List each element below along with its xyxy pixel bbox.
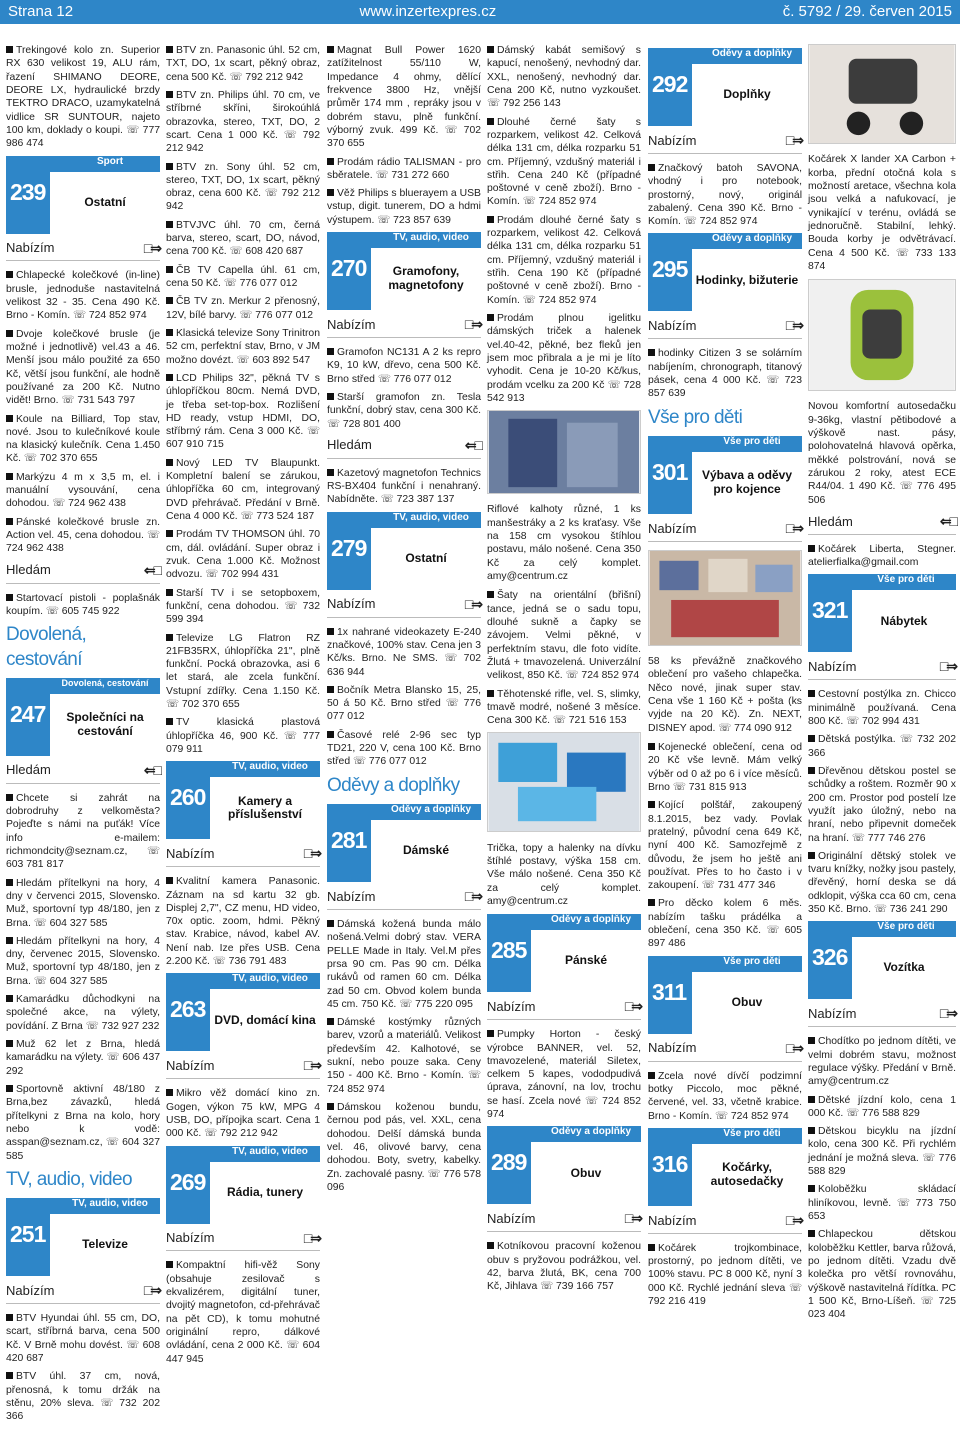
list-item: Chcete si zahrát na dobrodruhy z velkoměsta? Pojeďte s námi na puťák! Více info e-mailem: richmondcity@seznam.cz, ☏ 603 781 817 [6, 792, 160, 871]
list-item: Markýzu 4 m x 3,5 m, el. i manuální vysouvání, cena dohodou. ☏ 724 962 438 [6, 471, 160, 510]
list-item: Těhotenské rifle, vel. S, slimky, tmavě modré, nošené 3 měsíce. Cena 300 Kč. ☏ 721 516 153 [487, 688, 641, 727]
column-4 [487, 44, 641, 1299]
arrow-left-icon: ⇐□ [939, 512, 956, 529]
list-item: BTV zn. Philips úhl. 70 cm, ve stříbrné skříni, širokoúhlá obrazovka, stereo, TXT, DO, 2 scart. Cena 1 000 Kč. ☏ 792 212 942 [166, 89, 320, 155]
rubric-247: Dovolená, cestování 247 Společníci na cestování [6, 678, 160, 756]
list-item: Značkový batoh SAVONA, vhodný i pro notebook, prostorný, nový, originál zabalený. Cena 390 Kč. Brno - Komín. ☏ 724 852 974 [648, 162, 802, 228]
arrow-left-icon: ⇐□ [143, 561, 160, 578]
arrow-right-icon: □⇒ [939, 658, 956, 675]
list-item: BTV zn. Sony úhl. 52 cm, stereo, TXT, DO, 1x scart, pěkný obraz, cena 600 Kč. ☏ 792 212 942 [166, 161, 320, 213]
list-item: Dámské kostýmky různých barev, vzorů a materiálů. Velikost především 42. Kalhotové, se sukní, nebo pouze saka. Ceny 150 - 400 Kč. Brno - Komín. ☏ 724 852 974 [327, 1017, 481, 1095]
offer-header: Nabízím □⇒ [648, 1212, 802, 1234]
arrow-right-icon: □⇒ [464, 316, 481, 333]
offer-header: Nabízím □⇒ [808, 1005, 956, 1027]
list-item: Kazetový magnetofon Technics RS-BX404 funkční i nenahraný. Nabídněte. ☏ 723 387 137 [327, 467, 481, 506]
offer-header: Nabízím □⇒ [327, 888, 481, 910]
arrow-right-icon: □⇒ [785, 132, 802, 148]
arrow-right-icon: □⇒ [303, 845, 320, 862]
list-item: Mikro věž domácí kino zn. Gogen, výkon 75 kW, MPG 4 USB, DO, přípojka scart. Cena 1 000 Kč. ☏ 792 212 942 [166, 1088, 320, 1140]
site-url[interactable]: www.inzertexpres.cz [359, 3, 497, 21]
list-item: Muž 62 let z Brna, hledá kamarádku na výlety. ☏ 606 437 292 [6, 1039, 160, 1077]
offer-header: Nabízím □⇒ [327, 596, 481, 618]
rubric-263: TV, audio, video 263 DVD, domácí kina [166, 973, 320, 1051]
rubric-260: TV, audio, video 260 Kamery a příslušenství [166, 761, 320, 839]
section-title: Oděvy a doplňky [327, 774, 460, 796]
list-item: Dětské jízdní kolo, cena 1 000 Kč. ☏ 776 588 829 [808, 1094, 956, 1119]
wanted-header: Hledám ⇐□ [327, 437, 481, 459]
wanted-header: Hledám ⇐□ [6, 762, 160, 784]
list-item: BTVJVC úhl. 70 cm, černá barva, stereo, scart, DO, návod, cena 700 Kč. ☏ 608 420 687 [166, 219, 320, 258]
arrow-right-icon: □⇒ [624, 998, 641, 1015]
list-item: Dámskou koženou bundu, černou pod pás, vel. XXL, cena dohodou. Delší dámská bunda vel. 46, olivové barvy, cena dohodou. Boty, svetry, kabelky. Zn. zachovalé pasny. ☏ 776 578 096 [327, 1102, 481, 1193]
list-item: Prodám rádio TALISMAN - pro sběratele. ☏ 731 272 660 [327, 156, 481, 181]
list-item: Magnat Bull Power 1620 zatížitelnost 55/110 W, Impedance 4 ohmy, dělící frekvence 3800 Hz, vnější průměr 174 mm , repráky jsou v dobrém stavu, plně funkční. výborný zvuk. 499 Kč. ☏ 702 370 655 [327, 45, 481, 150]
list-item: Dřevěnou dětskou postel se schůdky a roštem. Rozměr 90 x 200 cm. Prostor pod postelí lze využít jako úložný, nebo na hraní, nebo připevnit domeček na hraní. ☏ 777 746 276 [808, 765, 956, 844]
list-item: Kotníkovou pracovní koženou obuv s pryžovou podrážkou, vel. 42, barva žlutá, BK, cena 700 Kč, Jihlava ☏ 739 166 757 [487, 1241, 641, 1293]
list-item: Chodítko po jednom dítěti, ve velmi dobrém stavu, možnost regulace výšky. Předání v Brně. amy@centrum.cz [808, 1036, 956, 1088]
list-item: Chlapeckou dětskou koloběžku Kettler, barva růžová, po jednom dítěti. Vzadu dvě kolečka pro větší rovnováhu, výškově nastavitelná řídítka. PC 1 500 Kč, Brno-Líšeň. ☏ 725 023 404 [808, 1229, 956, 1321]
list-item: BTV úhl. 37 cm, nová, přenosná, k tomu držák na stěnu, 20% sleva. ☏ 732 202 366 [6, 1371, 160, 1423]
offer-header: Nabízím □⇒ [648, 1040, 802, 1062]
column-2 [166, 44, 320, 1371]
list-item: Pumpky Horton - český výrobce BANNER, vel. 52, tmavozelené, materiál Siletex, celkem 5 kapes, vododpudivá úprava, zánovní, na lov, trochu se hasí. Zcela nové ☏ 724 852 974 [487, 1029, 641, 1121]
rubric-279: TV, audio, video 279 Ostatní [327, 512, 481, 590]
list-item: Dětská postýlka. ☏ 732 202 366 [808, 734, 956, 759]
photo-car-seat [808, 279, 956, 391]
list-item: Sportovně aktivní 48/180 z Brna,bez závazků, hledá přítelkyni z Brna na kolo, hory nebo k vodě: asspan@seznam.cz, ☏ 604 327 585 [6, 1083, 160, 1162]
arrow-right-icon: □⇒ [464, 888, 481, 905]
arrow-right-icon: □⇒ [143, 1282, 160, 1299]
list-item: Kojenecké oblečení, cena od 20 Kč vše levně. Mám velký výběr od 0 až po 6 i více měsíců. Brno ☏ 731 815 913 [648, 742, 802, 793]
list-item: Kvalitní kamera Panasonic. Záznam na sd kartu 32 gb. Displej 2,7", CZ menu, HD video, 70x optic. zoom, hdmi. Pěkný stav. Krabice, návod, kabel AV. Není nab. Ize přes USB. Cena 2.200 Kč. ☏ 736 791 483 [166, 876, 320, 968]
arrow-right-icon: □⇒ [785, 519, 802, 536]
list-item: Kompaktní hifi-věž Sony (obsahuje zesilovač s ekvalizérem, digitální tuner, dvojitý magnetofon, cd-přehrávač na pět CD), k tomu mohutné originální repro, dálkové ovládání, cena 2 000 Kč. ☏ 604 447 945 [166, 1260, 320, 1365]
offer-header: Nabízím □⇒ [648, 132, 802, 154]
rubric-285: Oděvy a doplňky 285 Pánské [487, 914, 641, 992]
list-item: BTV zn. Panasonic úhl. 52 cm, TXT, DO, 1x scart, pěkný obraz, cena 500 Kč. ☏ 792 212 942 [166, 45, 320, 83]
issue-info: č. 5792 / 29. červen 2015 [782, 3, 952, 21]
arrow-left-icon: ⇐□ [464, 436, 481, 453]
list-item: Originální dětský stolek ve tvaru knížky, nožky jsou pastely, dřevěný, horní deska se dá odklopit, výška cca 60 cm, cena 350 Kč. Brno. ☏ 736 241 290 [808, 850, 956, 916]
list-item: Dlouhé černé šaty s rozparkem, velikost 42. Celková délka 131 cm, délka rozparku 51 cm. Příjemný, vzdušný materiál i střih. Cena 240 Kč (případné poštovné v ceně zboží). Brno - Komín. ☏ 724 852 974 [487, 116, 641, 208]
rubric-311: Vše pro děti 311 Obuv [648, 956, 802, 1034]
column-1 [6, 44, 160, 1429]
photo-jeans [487, 410, 641, 494]
list-item: Zcela nové dívčí podzimní botky Piccolo, moc pěkné, červené, vel. 33, včetně krabice. Brno - Komín. ☏ 724 852 974 [648, 1070, 802, 1122]
offer-header: Nabízím □⇒ [166, 1057, 320, 1079]
list-item: TV klasická plastová úhlopříčka 46, 900 Kč. ☏ 777 079 911 [166, 717, 320, 755]
rubric-269: TV, audio, video 269 Rádia, tunery [166, 1146, 320, 1224]
arrow-right-icon: □⇒ [303, 1229, 320, 1246]
column-3 [327, 44, 481, 1199]
photo-caption: 58 ks převážně značkového oblečení pro vašeho chlapečka. Něco nové, jinak super stav. Cena vše 1 160 Kč + pošta (ks vyjde na 20 Kč). Zn. NEXT, DISNEY apod. ☏ 774 090 912 [648, 656, 802, 734]
rubric-321: Vše pro děti 321 Nábytek [808, 574, 956, 652]
list-item: Dámský kabát semišový s kapucí, nenošený, nevhodný dar. XXL, nenošený, nevhodný dar. Cena 200 Kč, nutno vyzkoušet. ☏ 792 256 143 [487, 45, 641, 110]
arrow-right-icon: □⇒ [785, 1039, 802, 1056]
list-item: Televize LG Flatron RZ 21FB35RX, úhlopříčka 21", plně funkční. Pocká obrazovka, asi 6 let stará, ale zcela funkční. Vstupní zdířky. Cena 1.150 Kč. ☏ 702 370 655 [166, 632, 320, 711]
offer-header: Nabízím □⇒ [6, 1282, 160, 1304]
column-6 [808, 44, 956, 1327]
offer-header: Nabízím □⇒ [648, 317, 802, 339]
rubric-239: Sport 239 Ostatní [6, 156, 160, 234]
list-item: Hledám přítelkyni na hory, 4 dny, červenec 2015, Slovensko. Muž, sportovní typ 48/180, jen z Brna. ☏ 604 327 585 [6, 935, 160, 987]
photo-tshirts [487, 732, 641, 832]
list-item: Koule na Billiard, Top stav, nové. Jsou to kulečníkové koule na klasický kulečník. Cena 1.450 Kč. ☏ 702 370 655 [6, 413, 160, 465]
photo-caption: Kočárek X lander XA Carbon + korba, přední otočná kola s možností aretace, všechna kola jsou velká a nafukovací, je vynikající v terénu, ovládá se jednoručně. Stabilní, lehký. Bouda korby je odvětrávací. Cena 4 500 Kč. ☏ 733 133 874 [808, 154, 956, 272]
list-item: Klasická televize Sony Trinitron 52 cm, perfektní stav, Brno, v JM možno dovézt. ☏ 603 892 547 [166, 327, 320, 366]
section-title: Dovolená, cestování [6, 624, 87, 670]
photo-caption: Novou komfortní autosedačku 9-36kg, vlastní pětibodové a výškově nast. pásy, polohovatelná hlavová opěrka, měkké polstrování, nová se zárukou 2 roky, atest ECE R44/04. 1 490 Kč. ☏ 776 495 506 [808, 401, 956, 506]
list-item: Cestovní postýlka zn. Chicco minimálně používaná. Cena 800 Kč. ☏ 702 994 431 [808, 689, 956, 727]
list-item: 1x nahrané videokazety E-240 značkové, 100% stav. Cena jen 3 Kč/ks. Brno. Ne SMS. ☏ 702 636 944 [327, 626, 481, 678]
arrow-right-icon: □⇒ [303, 1057, 320, 1074]
list-item: Pánské kolečkové brusle zn. Action vel. 45, cena dohodou. ☏ 724 962 438 [6, 516, 160, 555]
list-item: Koloběžku skládací hliníkovou, levně. ☏ 773 750 653 [808, 1184, 956, 1223]
list-item: Starší TV i se setopboxem, funkční, cena dohodou. ☏ 732 599 394 [166, 587, 320, 626]
list-item: Prodám plnou igelitku dámských triček a halenek vel.40-42, pěkné, bez fleků jen jsem moc přibrala a je mi je líto vyhodit. Cena je 10-20 Kč/kus, prodám vcelku za 200 Kč ☏ 728 542 913 [487, 312, 641, 404]
rubric-292: Oděvy a doplňky 292 Doplňky [648, 48, 802, 126]
photo-caption: Trička, topy a halenky na dívku štíhlé postavy, výška 158 cm. Vše málo nošené. Cena 350 Kč za celý komplet. amy@centrum.cz [487, 842, 641, 907]
arrow-right-icon: □⇒ [785, 1211, 802, 1228]
rubric-281: Oděvy a doplňky 281 Dámské [327, 804, 481, 882]
list-item: Hledám přítelkyni na hory, 4 dny v červenci 2015, Slovensko. Muž, sportovní typ 48/180, jen z Brna. ☏ 604 327 585 [6, 877, 160, 929]
rubric-289: Oděvy a doplňky 289 Obuv [487, 1126, 641, 1204]
list-item: Šaty na orientální (břišní) tance, jedná se o sadu topu, dlouhé sukně a čapky se závojem. Velmi pěkné, v perfektním stavu, dle foto vidíte. Žlutá + tmavozelená. Univerzální velikost, 850 Kč. ☏ 724 852 974 [487, 590, 641, 682]
list-item: Dvoje kolečkové brusle (je možné i jednotlivě) vel.43 a 46. Menší jsou málo použité za 650 Kč, větší jsou funkční, ale hodně používané za 200 Kč. Nutno vidět! Brno. ☏ 731 543 797 [6, 328, 160, 407]
list-item: Věž Philips s bluerayem a USB vstup, digit. tunerem, DO a hdmi výstupem. ☏ 723 857 639 [327, 188, 481, 226]
list-item: Kočárek Liberta, Stegner. atelierfialka@gmail.com [808, 543, 956, 569]
list-item: Starší gramofon zn. Tesla funkční, dobrý stav, cena 300 Kč. ☏ 728 801 400 [327, 391, 481, 430]
list-item: Chlapecké kolečkové (in-line) brusle, jednoduše nastavitelná velikost 32 - 35. Cena 490 Kč. Brno - Komín. ☏ 724 852 974 [6, 270, 160, 322]
arrow-right-icon: □⇒ [624, 1210, 641, 1227]
rubric-326: Vše pro děti 326 Vozítka [808, 921, 956, 999]
list-item: Kamarádku důchodkyni na společné akce, na výlety, povídání. Z Brna ☏ 732 927 232 [6, 994, 160, 1032]
list-item: ČB TV Capella úhl. 61 cm, cena 50 Kč. ☏ 776 077 012 [166, 264, 320, 289]
wanted-header: Hledám ⇐□ [6, 562, 160, 584]
list-item: Dámská kožená bunda málo nošená.Velmi dobrý stav. VERA PELLE Made in Italy. Vel.M přes prsa 90 cm. Pas 90 cm. Délka rukávů od ramen 60 cm. Délka zad 50 cm. Obvod kolem bunda 45 cm. 750 Kč. ☏ 775 220 095 [327, 918, 481, 1010]
rubric-301: Vše pro děti 301 Výbava a oděvy pro kojence [648, 436, 802, 514]
list-item: Kočárek trojkombinace, prostorný, po jednom dítěti, ve 100% stavu. PC 8 000 Kč, nyní 3 000 Kč. Rychlé jednání sleva ☏ 792 216 419 [648, 1242, 802, 1308]
rubric-316: Vše pro děti 316 Kočárky, autosedačky [648, 1128, 802, 1206]
offer-header: Nabízím □⇒ [166, 845, 320, 867]
list-item: Dětskou bicyklu na jízdní kolo, cena 300 Kč. Při rychlém jednání je možná sleva. ☏ 776 588 829 [808, 1126, 956, 1178]
rubric-270: TV, audio, video 270 Gramofony, magnetofony [327, 232, 481, 310]
list-item: Gramofon NC131 A 2 ks repro K9, 10 kW, dřevo, cena 500 Kč. Brno střed ☏ 776 077 012 [327, 346, 481, 385]
offer-header: Nabízím □⇒ [487, 998, 641, 1020]
list-item: Kojící polštář, zakoupený 8.1.2015, bez vady. Povlak pratelný, původní cena 649 Kč, nyní 400 Kč. Samozřejmě z důvodu, že jsem ho ještě ani používat. Přes to ho často i v zakoupení. ☏ 731 477 346 [648, 800, 802, 892]
arrow-left-icon: ⇐□ [143, 761, 160, 778]
list-item: Prodám dlouhé černé šaty s rozparkem, velikost 42. Celková délka 131 cm, délka rozparku 51 cm. Příjemný, vzdušný materiál i střih. Cena 190 Kč (případné poštovné v ceně zboží). Brno - Komín. ☏ 724 852 974 [487, 214, 641, 306]
list-item: Nový LED TV Blaupunkt. Kompletní balení se zárukou, úhlopříčka 60 cm, integrovaný DVD přehrávač. Předání v Brně. Cena 4 000 Kč. ☏ 773 524 187 [166, 457, 320, 522]
offer-header: Nabízím □⇒ [166, 1230, 320, 1252]
offer-header: Nabízím □⇒ [487, 1210, 641, 1232]
list-item: ČB TV zn. Merkur 2 přenosný, 12V, bílé barvy. ☏ 776 077 012 [166, 296, 320, 321]
arrow-right-icon: □⇒ [785, 317, 802, 334]
list-item: Pro děcko kolem 6 měs. nabízím tašku prádélka a oblečení, cena 350 Kč. ☏ 605 897 486 [648, 898, 802, 950]
list-item: Startovací pistoli - poplašnák koupím. ☏ 605 745 922 [6, 592, 160, 617]
page-number: Strana 12 [8, 3, 74, 21]
list-item: Časové relé 2-96 sec typ TD21, 220 V, cena 100 Kč. Brno střed ☏ 776 077 012 [327, 729, 481, 768]
list-item: Prodám TV THOMSON úhl. 70 cm, dál. ovládání. Super obraz i zvuk. Cena 1.000 Kč. Možnost odvozu. ☏ 702 994 431 [166, 529, 320, 581]
offer-header: Nabízím □⇒ [327, 316, 481, 338]
arrow-right-icon: □⇒ [464, 595, 481, 612]
rubric-295: Oděvy a doplňky 295 Hodinky, bižuterie [648, 233, 802, 311]
rubric-251: TV, audio, video 251 Televize [6, 1198, 160, 1276]
list-item: BTV Hyundai úhl. 55 cm, DO, scart, stříbrná barva, cena 500 Kč. V Brně mohu dovést. ☏ 608 420 687 [6, 1313, 160, 1364]
offer-header: Nabízím □⇒ [6, 240, 160, 262]
arrow-right-icon: □⇒ [939, 1005, 956, 1022]
offer-header: Nabízím □⇒ [648, 520, 802, 542]
arrow-right-icon: □⇒ [143, 239, 160, 256]
list-item: hodinky Citizen 3 se solárním nabíjením, chronograph, titanový pásek, cena 4 000 Kč. ☏ 723 857 639 [648, 348, 802, 400]
section-title: Vše pro děti [648, 406, 743, 428]
photo-stroller [808, 44, 956, 144]
column-5 [648, 44, 802, 1313]
offer-header: Nabízím □⇒ [808, 658, 956, 680]
section-title: TV, audio, video [6, 1168, 132, 1190]
list-item: Bočník Metra Blansko 15, 25, 50 á 50 Kč. Brno střed ☏ 776 077 012 [327, 684, 481, 723]
list-item: LCD Philips 32", pěkná TV s úhlopříčkou 80cm. Nemá DVD, je třeba set-top-box. Rozlišení HD ready, vstup HDMI, DO, stříbrný rám. Cena 3 000 Kč. ☏ 607 910 715 [166, 372, 320, 451]
photo-baby-clothes [648, 550, 802, 646]
wanted-header: Hledám ⇐□ [808, 513, 956, 535]
photo-caption: Riflové kalhoty různé, 1 ks manšestráky a 2 ks kraťasy. Vše na 158 cm vysokou štíhlou postavu, málo nošené. Cena 350 Kč za celý komplet. amy@centrum.cz [487, 504, 641, 582]
page-header [0, 0, 960, 24]
list-item: Trekingové kolo zn. Superior RX 630 velikost 19, ALU rám, řazení SHIMANO DEORE, DEORE LX, hydraulické brzdy TEKTRO DRACO, uzamykatelná vidlice SR SUNTOUR, najeto 100 km, doklady o koupi. ☏ 777 986 474 [6, 45, 160, 150]
